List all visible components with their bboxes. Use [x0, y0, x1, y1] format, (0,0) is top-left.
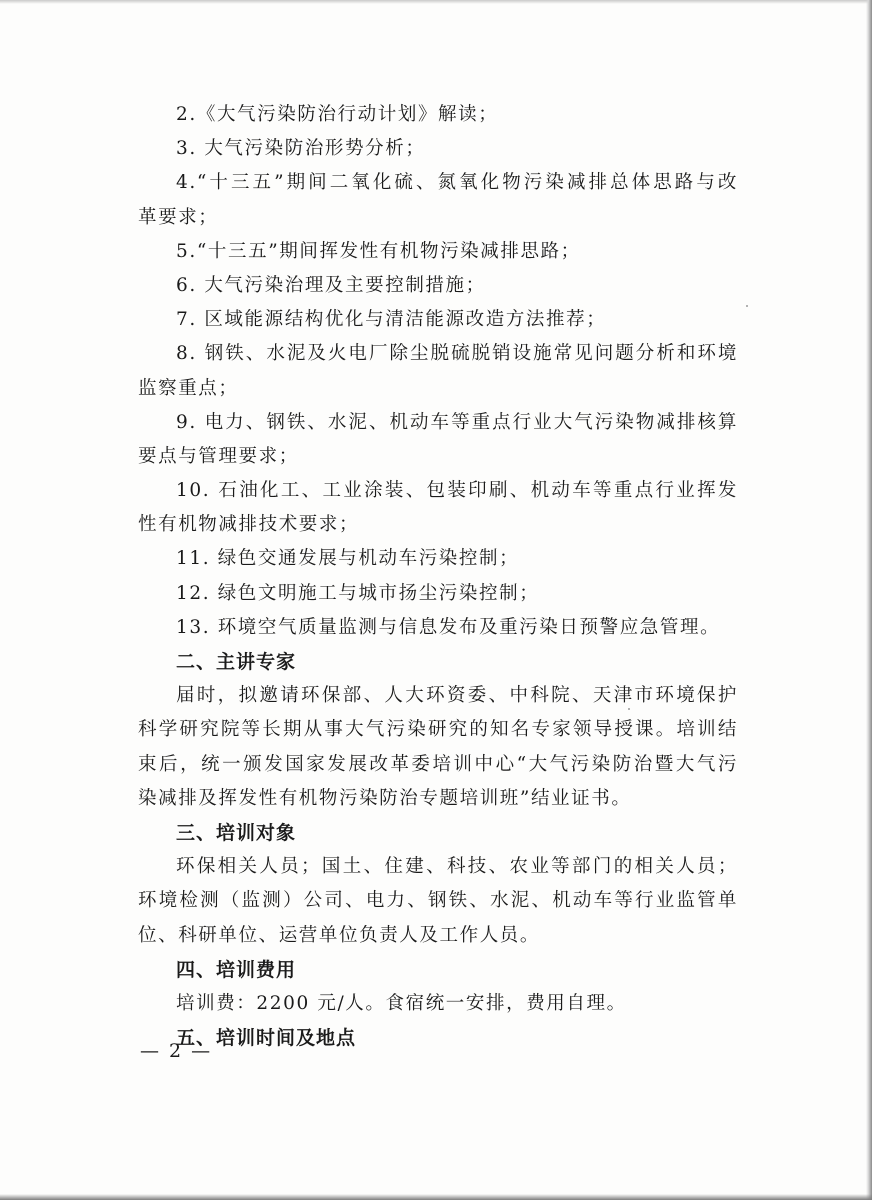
- list-item-4-line-1: 4.“十三五”期间二氧化硫、氮氧化物污染减排总体思路与改: [176, 172, 738, 194]
- scan-edge-bottom: [0, 1194, 872, 1200]
- section-heading-audience: 三、培训对象: [176, 821, 297, 844]
- list-item-3: 3. 大气污染防治形势分析；: [176, 138, 426, 160]
- page-number: — 2 —: [140, 1040, 213, 1062]
- scan-speck: [746, 305, 748, 307]
- list-item-10-line-1: 10. 石油化工、工业涂装、包装印刷、机动车等重点行业挥发: [176, 480, 738, 502]
- list-item-11: 11. 绿色交通发展与机动车污染控制；: [176, 548, 520, 570]
- list-item-10-line-2: 性有机物减排技术要求；: [138, 514, 360, 536]
- section-heading-fee: 四、培训费用: [176, 958, 297, 981]
- experts-paragraph-line-2: 科学研究院等长期从事大气污染研究的知名专家领导授课。培训结: [138, 719, 738, 741]
- scan-speck: [628, 708, 630, 710]
- fee-paragraph-line-1: 培训费：2200 元/人。食宿统一安排，费用自理。: [176, 992, 627, 1014]
- list-item-12: 12. 绿色文明施工与城市扬尘污染控制；: [176, 582, 540, 604]
- section-heading-time-location: 五、培训时间及地点: [176, 1027, 357, 1050]
- list-item-5: 5.“十三五”期间挥发性有机物污染减排思路；: [176, 240, 581, 262]
- section-heading-experts: 二、主讲专家: [176, 651, 297, 673]
- list-item-7: 7. 区域能源结构优化与清洁能源改造方法推荐；: [176, 309, 607, 331]
- document-body: [138, 98, 738, 1055]
- list-item-13: 13. 环境空气质量监测与信息发布及重污染日预警应急管理。: [176, 616, 721, 638]
- list-item-8-line-2: 监察重点；: [138, 377, 239, 399]
- experts-paragraph-line-3: 束后，统一颁发国家发展改革委培训中心“大气污染防治暨大气污: [138, 753, 738, 775]
- list-item-9-line-1: 9. 电力、钢铁、水泥、机动车等重点行业大气污染物减排核算: [176, 411, 738, 433]
- list-item-4-line-2: 革要求；: [138, 206, 219, 228]
- audience-paragraph-line-1: 环保相关人员；国土、住建、科技、农业等部门的相关人员；: [176, 856, 738, 878]
- list-item-8-line-1: 8. 钢铁、水泥及火电厂除尘脱硫脱销设施常见问题分析和环境: [176, 343, 738, 365]
- scan-edge-right: [866, 0, 872, 1200]
- experts-paragraph-line-1: 届时，拟邀请环保部、人大环资委、中科院、天津市环境保护: [176, 685, 738, 707]
- list-item-2: 2.《大气污染防治行动计划》解读；: [176, 104, 499, 125]
- list-item-9-line-2: 要点与管理要求；: [138, 445, 299, 467]
- audience-paragraph-line-3: 位、科研单位、运营单位负责人及工作人员。: [138, 924, 541, 946]
- audience-paragraph-line-2: 环境检测（监测）公司、电力、钢铁、水泥、机动车等行业监管单: [138, 890, 738, 912]
- experts-paragraph-line-4: 染减排及挥发性有机物污染防治专题培训班”结业证书。: [138, 787, 632, 809]
- list-item-6: 6. 大气污染治理及主要控制措施；: [176, 274, 486, 296]
- scan-edge-top: [0, 0, 872, 4]
